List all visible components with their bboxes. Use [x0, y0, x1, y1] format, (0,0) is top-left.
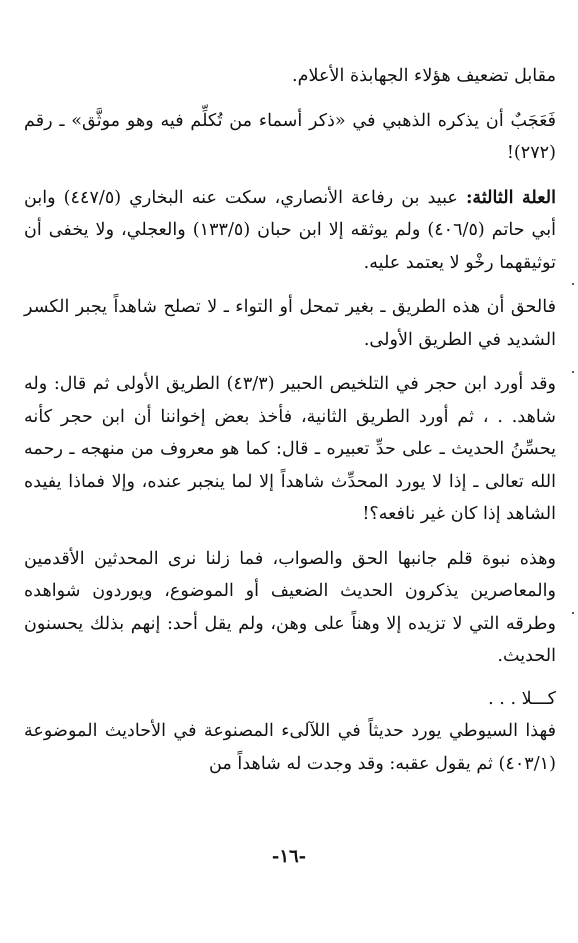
scan-speck [572, 612, 574, 614]
paragraph-ibn-hajar: وقد أورد ابن حجر في التلخيص الحبير (٤٣/٣) الطريق الأولى ثم قال: وله شاهد. . ، ثم أورد الطريق الثانية، فأخذ بعض إخواننا أن ابن حجر كأنه يحسِّنُ الحديث ـ على حدِّ تعبيره ـ قال: كما هو معروف من منهجه ـ رحمه الله تعالى ـ إذا لا يورد المحدِّث شاهداً إلا لما ينجبر عنده، وإلا فماذا يفيده الشاهد إذا كان غير نافعه؟! [24, 374, 556, 524]
scan-speck [572, 371, 574, 373]
paragraph-third-defect [24, 182, 556, 280]
paragraph-intro: مقابل تضعيف هؤلاء الجهابذة الأعلام. [292, 66, 556, 86]
paragraph-suyuti: فهذا السيوطي يورد حديثاً في اللآلىء المصنوعة في الأحاديث الموضوعة (٤٠٣/١) ثم يقول عقبه: وقد وجدت له شاهداً من [24, 721, 556, 774]
third-defect-heading: العلة الثالثة: [465, 186, 556, 208]
paragraph-conclusion: فالحق أن هذه الطريق ـ بغير تمحل أو التواء ـ لا تصلح شاهداً يجبر الكسر الشديد في الطريق الأولى. [24, 297, 556, 350]
paragraph-dhahabi: فَعَجَبٌ أن يذكره الذهبي في «ذكر أسماء من تُكلِّم فيه وهو موثَّق» ـ رقم (٢٧٢)! [24, 110, 556, 163]
third-defect-text: عبيد بن رفاعة الأنصاري، سكت عنه البخاري (٤٤٧/٥) وابن أبي حاتم (٤٠٦/٥) ولم يوثقه إلا ابن حبان (١٣٣/٥) والعجلي، ولا يخفى أن توثيقهما رخْو لا يعتمد عليه. [24, 187, 556, 273]
paragraph-kalla: كـــلا . . . [488, 688, 556, 709]
page-body [24, 60, 556, 780]
scan-speck [572, 283, 574, 285]
page-number: -١٦- [271, 846, 307, 867]
paragraph-rebuttal: وهذه نبوة قلم جانبها الحق والصواب، فما زلنا نرى المحدثين الأقدمين والمعاصرين يذكرون الحديث الضعيف أو الموضوع، ويوردون شواهده وطرقه التي لا تزيده إلا وهناً على وهن، ولم يقل أحد: إنهم بذلك يحسنون الحديث. [24, 548, 556, 666]
